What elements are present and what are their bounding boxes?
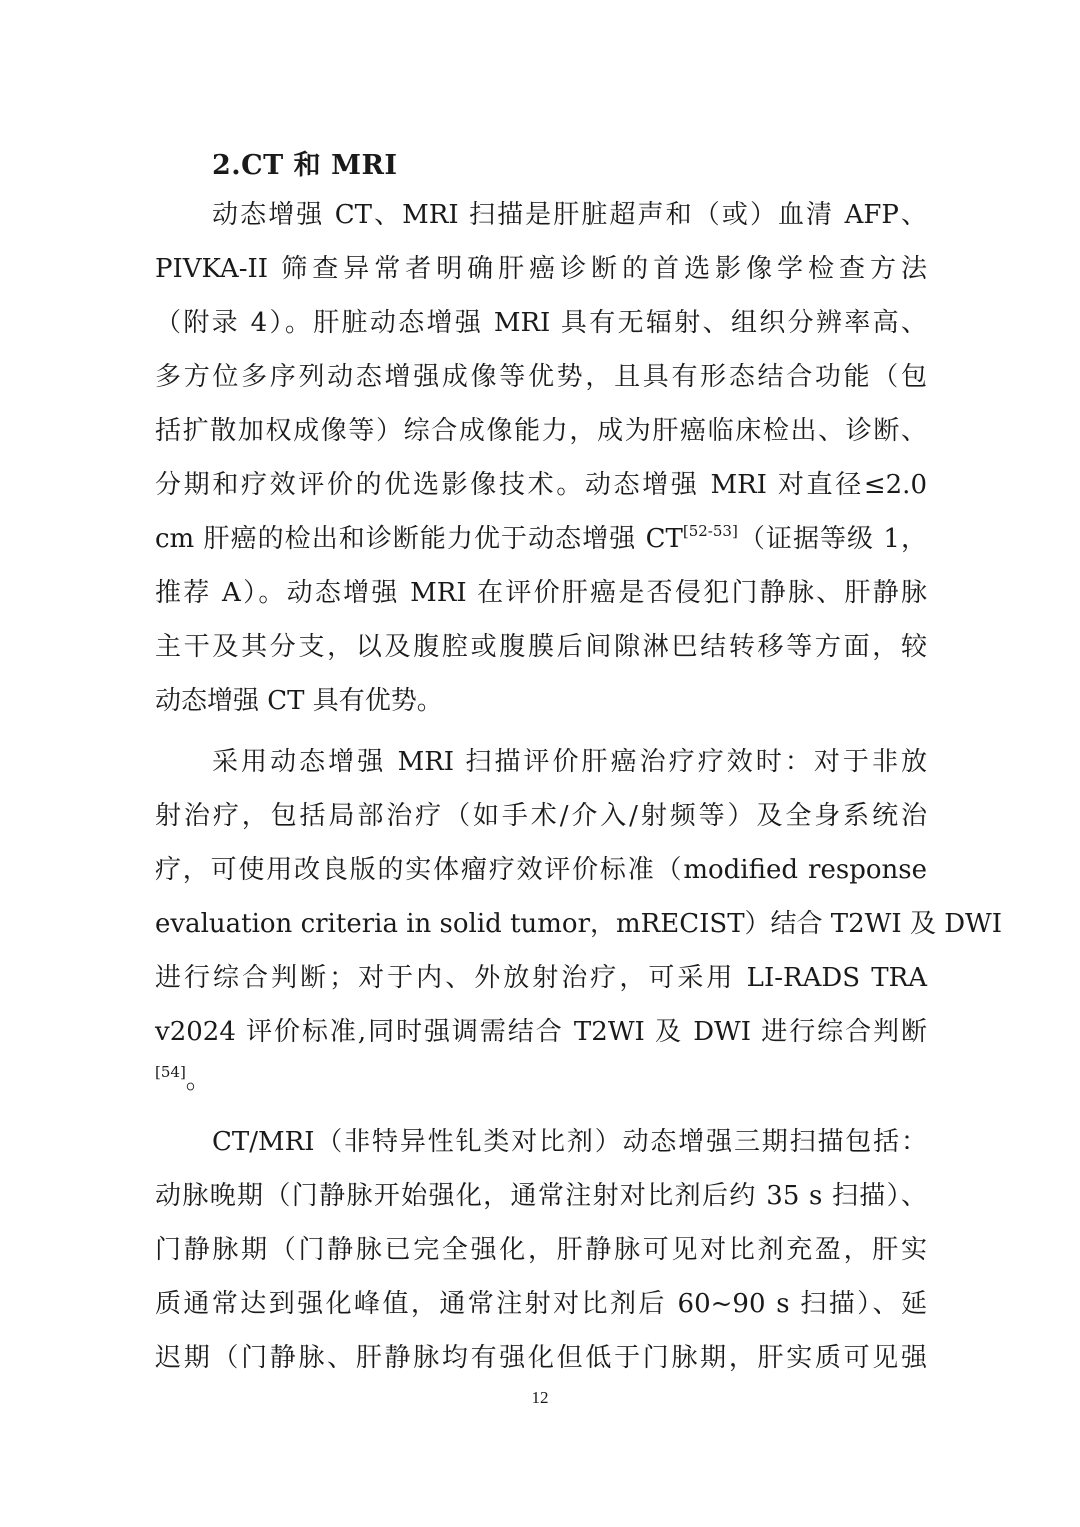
paragraph-2-line: 射治疗，包括局部治疗（如手术/介入/射频等）及全身系统治 — [155, 801, 927, 831]
paragraph-3-line: CT/MRI（非特异性钆类对比剂）动态增强三期扫描包括： — [212, 1127, 927, 1157]
paragraph-2-line: v2024 评价标准,同时强调需结合 T2WI 及 DWI 进行综合判断 — [155, 1017, 927, 1047]
paragraph-1-line: 多方位多序列动态增强成像等优势，且具有形态结合功能（包 — [155, 362, 927, 392]
section-heading: 2.CT 和 MRI — [212, 150, 398, 181]
citation-reference: [52-53] — [682, 522, 738, 540]
paragraph-1-line: 分期和疗效评价的优选影像技术。动态增强 MRI 对直径≤2.0 — [155, 470, 927, 500]
citation-reference: [54] — [155, 1063, 186, 1081]
paragraph-1-line: 动态增强 CT、MRI 扫描是肝脏超声和（或）血清 AFP、 — [212, 200, 927, 230]
paragraph-1-line: PIVKA-II 筛查异常者明确肝癌诊断的首选影像学检查方法 — [155, 254, 927, 284]
paragraph-1-line: （附录 4）。肝脏动态增强 MRI 具有无辐射、组织分辨率高、 — [155, 308, 927, 338]
paragraph-1-line: 动态增强 CT 具有优势。 — [155, 686, 443, 716]
line-text: cm 肝癌的检出和诊断能力优于动态增强 CT — [155, 524, 683, 554]
line-tail: （证据等级 1， — [737, 524, 928, 554]
paragraph-3-line: 迟期（门静脉、肝静脉均有强化但低于门脉期，肝实质可见强 — [155, 1343, 927, 1373]
paragraph-1-line: 括扩散加权成像等）综合成像能力，成为肝癌临床检出、诊断、 — [155, 416, 927, 446]
paragraph-2-line: evaluation criteria in solid tumor，mRECIST）结合 T2WI 及 DWI — [155, 909, 1003, 939]
paragraph-2-line: 疗，可使用改良版的实体瘤疗效评价标准（modified response — [155, 855, 927, 885]
paragraph-1-line-with-citation — [155, 519, 927, 559]
paragraph-2-line: 进行综合判断；对于内、外放射治疗，可采用 LI-RADS TRA — [155, 963, 927, 993]
paragraph-1-line: 主干及其分支，以及腹腔或腹膜后间隙淋巴结转移等方面，较 — [155, 632, 927, 662]
paragraph-3-line: 质通常达到强化峰值，通常注射对比剂后 60~90 s 扫描）、延 — [155, 1289, 927, 1319]
paragraph-3-line: 门静脉期（门静脉已完全强化，肝静脉可见对比剂充盈，肝实 — [155, 1235, 927, 1265]
line-tail: 。 — [185, 1065, 212, 1095]
page-number: 12 — [531, 1388, 549, 1407]
paragraph-3-line: 动脉晚期（门静脉开始强化，通常注射对比剂后约 35 s 扫描）、 — [155, 1181, 927, 1211]
paragraph-2-line-with-citation — [155, 1060, 927, 1100]
paragraph-2-line: 采用动态增强 MRI 扫描评价肝癌治疗疗效时：对于非放 — [212, 747, 927, 777]
paragraph-1-line: 推荐 A）。动态增强 MRI 在评价肝癌是否侵犯门静脉、肝静脉 — [155, 578, 927, 608]
